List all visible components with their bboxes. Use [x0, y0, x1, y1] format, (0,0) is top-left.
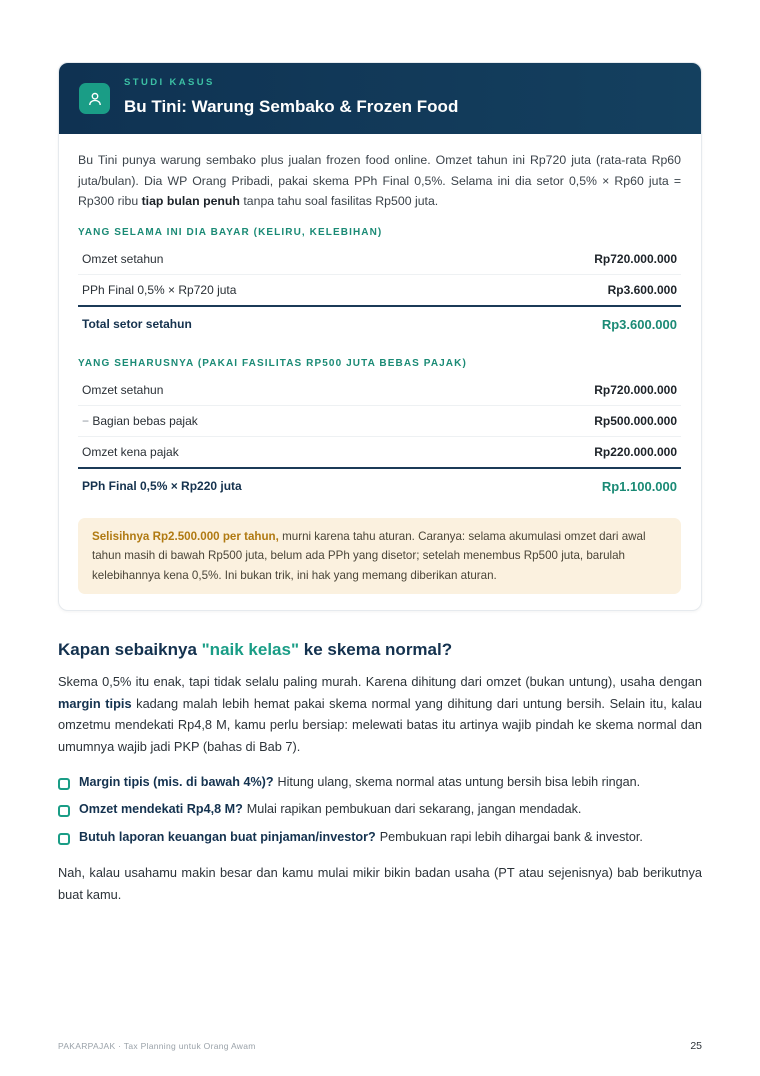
table-row	[78, 437, 681, 468]
intro-text: Bu Tini punya warung sembako plus jualan frozen food online. Omzet tahun ini Rp720 juta (rata-rata Rp60 juta/bulan). Dia WP Orang Pribadi, pakai skema PPh Final 0,5%. Selama ini dia setor 0,5% × Rp60 juta = Rp300 ribu	[78, 153, 681, 208]
total-value: Rp1.100.000	[469, 468, 681, 504]
heading-text-end: ke skema normal?	[299, 640, 453, 659]
list-item	[58, 795, 702, 823]
case-study-header	[59, 63, 701, 134]
table-row	[78, 244, 681, 275]
heading-text: Kapan sebaiknya	[58, 640, 202, 659]
row-label-text: Bagian bebas pajak	[89, 414, 198, 428]
intro-text-end: tanpa tahu soal fasilitas Rp500 juta.	[239, 194, 439, 208]
row-value: Rp720.000.000	[465, 244, 681, 275]
case-title: Bu Tini: Warung Sembako & Frozen Food	[124, 97, 459, 116]
wrong-calc-table	[78, 244, 681, 342]
case-study-card	[58, 62, 702, 611]
list-item-text	[79, 802, 581, 816]
list-item-bold: Margin tipis (mis. di bawah 4%)?	[79, 774, 274, 789]
checkbox-icon	[58, 778, 70, 790]
para-text-end: kadang malah lebih hemat pakai skema normal yang dihitung dari untung bersih. Selain itu, kalau omzetmu mendekati Rp4,8 M, kamu perlu bersiap: melewati batas itu artinya wajib pindah ke skema normal dan umumnya wajib jadi PKP (bahas di Bab 7).	[58, 695, 703, 755]
checkbox-icon	[58, 833, 70, 845]
para-emphasis: margin tipis	[58, 695, 132, 711]
checklist	[58, 768, 702, 851]
table-row	[78, 275, 681, 306]
upgrade-section	[58, 640, 702, 906]
right-calc-table	[78, 375, 681, 504]
footer-title: PAKARPAJAK · Tax Planning untuk Orang Awam	[58, 1041, 256, 1051]
savings-note	[78, 518, 681, 595]
total-row	[78, 468, 681, 504]
table-row	[78, 406, 681, 437]
section-paragraph	[58, 671, 702, 758]
total-row	[78, 306, 681, 342]
row-label: PPh Final 0,5% × Rp720 juta	[82, 282, 237, 297]
checkbox-icon	[58, 805, 70, 817]
page-number: 25	[690, 1040, 702, 1052]
list-item-text	[79, 775, 640, 789]
total-label: Total setor setahun	[78, 306, 465, 342]
total-value: Rp3.600.000	[465, 306, 681, 342]
list-item-detail: Pembukuan rapi lebih dihargai bank & investor.	[379, 829, 643, 844]
row-value: Rp720.000.000	[469, 375, 681, 406]
row-label	[78, 406, 469, 437]
list-item	[58, 768, 702, 796]
heading-highlight: "naik kelas"	[201, 640, 300, 659]
row-value: Rp500.000.000	[469, 406, 681, 437]
list-item-bold: Butuh laporan keuangan buat pinjaman/investor?	[79, 829, 376, 844]
wrong-section-label: YANG SELAMA INI DIA BAYAR (KELIRU, KELEBIHAN)	[78, 226, 383, 238]
list-item-text	[79, 830, 643, 844]
list-item-detail: Hitung ulang, skema normal atas untung bersih bisa lebih ringan.	[277, 774, 641, 789]
list-item	[58, 823, 702, 851]
right-section-label: YANG SEHARUSNYA (PAKAI FASILITAS RP500 JUTA BEBAS PAJAK)	[78, 357, 467, 369]
intro-emphasis: tiap bulan penuh	[141, 194, 240, 208]
row-label: Omzet setahun	[78, 375, 469, 406]
note-emphasis: Selisihnya Rp2.500.000 per tahun,	[92, 529, 279, 543]
row-label: Omzet kena pajak	[82, 444, 179, 459]
closing-paragraph: Nah, kalau usahamu makin besar dan kamu mulai mikir bikin badan usaha (PT atau sejenisnya) bab berikutnya buat kamu.	[58, 865, 702, 903]
list-item-detail: Mulai rapikan pembukuan dari sekarang, jangan mendadak.	[246, 802, 582, 817]
table-row	[78, 375, 681, 406]
case-body	[59, 134, 701, 610]
user-icon	[79, 83, 110, 114]
para-text: Skema 0,5% itu enak, tapi tidak selalu paling murah. Karena dihitung dari omzet (bukan untung), usaha dengan	[58, 674, 702, 689]
minus-sign: −	[82, 414, 90, 428]
row-label: Omzet setahun	[78, 244, 465, 275]
section-heading	[58, 640, 702, 660]
case-eyebrow: STUDI KASUS	[124, 77, 215, 88]
list-item-bold: Omzet mendekati Rp4,8 M?	[79, 802, 243, 817]
row-value: Rp3.600.000	[607, 282, 677, 297]
total-label: PPh Final 0,5% × Rp220 juta	[78, 468, 469, 504]
row-value: Rp220.000.000	[594, 444, 677, 459]
case-intro	[78, 150, 681, 212]
note-text: murni karena tahu aturan. Caranya: selama akumulasi omzet dari awal tahun masih di bawah Rp500 juta, belum ada PPh yang disetor; setelah menembus Rp500 juta, barulah kelebihannya kena 0,5%. Ini bukan trik, ini hak yang memang diberikan aturan.	[92, 529, 646, 582]
